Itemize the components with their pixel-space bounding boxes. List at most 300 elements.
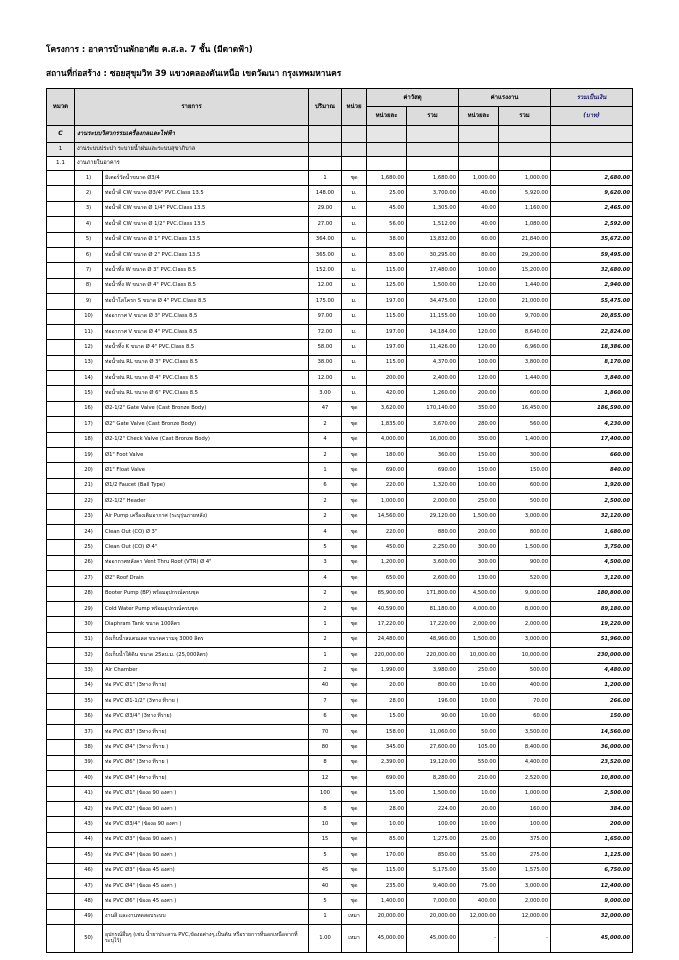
- item-unit: ม.: [342, 309, 367, 324]
- labor-total: 2,520.00: [499, 771, 551, 786]
- line-total: 180,800.00: [551, 586, 633, 601]
- item-unit: ชุด: [342, 540, 367, 555]
- item-quantity: 10: [309, 817, 342, 832]
- subsection-row: [47, 143, 633, 157]
- line-total: 14,560.00: [551, 725, 633, 740]
- item-unit: ม.: [342, 217, 367, 232]
- table-row: [47, 725, 633, 740]
- material-unit-price: 3,620.00: [367, 401, 407, 416]
- labor-unit-price: 10.00: [459, 817, 499, 832]
- item-quantity: 8: [309, 802, 342, 817]
- item-quantity: 1: [309, 909, 342, 924]
- item-description: ท่อน้ำดี CW ขนาด Ø 1/2" PVC.Class 13.5: [103, 217, 309, 232]
- item-code-cell: [47, 263, 75, 278]
- material-unit-price: 200.00: [367, 371, 407, 386]
- material-unit-price: 197.00: [367, 340, 407, 355]
- line-total: 36,000.00: [551, 740, 633, 755]
- item-number: 42): [75, 802, 103, 817]
- item-quantity: 1: [309, 648, 342, 663]
- labor-total: 9,000.00: [499, 586, 551, 601]
- item-number: 21): [75, 478, 103, 493]
- material-total: 880.00: [407, 524, 459, 539]
- item-quantity: 148.00: [309, 186, 342, 201]
- item-number: 3): [75, 201, 103, 216]
- item-quantity: 45: [309, 863, 342, 878]
- table-row: [47, 463, 633, 478]
- labor-unit-price: 150.00: [459, 448, 499, 463]
- item-code-cell: [47, 324, 75, 339]
- item-unit: ชุด: [342, 740, 367, 755]
- item-description: Clean Out (CO) Ø 3": [103, 524, 309, 539]
- table-row: [47, 571, 633, 586]
- item-description: ถังเก็บน้ำสแตนเลส ขนาดความจุ 3000 ลิตร: [103, 632, 309, 647]
- material-total: 1,512.00: [407, 217, 459, 232]
- labor-unit-price: 10.00: [459, 709, 499, 724]
- item-description: ท่อ PVC Ø2" (ข้องอ 90 องศา ): [103, 802, 309, 817]
- table-row: [47, 371, 633, 386]
- item-unit: ชุด: [342, 478, 367, 493]
- labor-total: 4,400.00: [499, 755, 551, 770]
- item-description: มิเตอร์วัดน้ำขนาด Ø3/4: [103, 171, 309, 186]
- item-quantity: 27.00: [309, 217, 342, 232]
- item-quantity: 1: [309, 463, 342, 478]
- material-unit-price: 1,680.00: [367, 171, 407, 186]
- item-code-cell: [47, 694, 75, 709]
- material-unit-price: 85.00: [367, 832, 407, 847]
- item-number: 37): [75, 725, 103, 740]
- item-description: ท่อ PVC Ø3" (ข้องอ 90 องศา ): [103, 832, 309, 847]
- material-total: 17,480.00: [407, 263, 459, 278]
- line-total: 6,750.00: [551, 863, 633, 878]
- item-unit: ชุด: [342, 494, 367, 509]
- material-unit-price: 20.00: [367, 678, 407, 693]
- item-unit: ม.: [342, 324, 367, 339]
- item-unit: ชุด: [342, 401, 367, 416]
- item-number: 33): [75, 663, 103, 678]
- material-total: 850.00: [407, 848, 459, 863]
- material-total: 48,960.00: [407, 632, 459, 647]
- material-total: 196.00: [407, 694, 459, 709]
- labor-unit-price: 350.00: [459, 432, 499, 447]
- line-total: 1,125.00: [551, 848, 633, 863]
- item-description: ท่อน้ำทิ้ง K ขนาด Ø 4" PVC.Class 8.5: [103, 340, 309, 355]
- item-quantity: 72.00: [309, 324, 342, 339]
- labor-unit-price: 10.00: [459, 694, 499, 709]
- labor-total: -: [499, 925, 551, 953]
- item-code-cell: [47, 771, 75, 786]
- item-description: Ø1/2 Faucet (Ball Type): [103, 478, 309, 493]
- material-unit-price: 180.00: [367, 448, 407, 463]
- material-unit-price: 1,200.00: [367, 555, 407, 570]
- item-unit: ชุด: [342, 786, 367, 801]
- item-unit: ม.: [342, 386, 367, 401]
- labor-unit-price: 100.00: [459, 309, 499, 324]
- item-code-cell: [47, 171, 75, 186]
- labor-total: 500.00: [499, 494, 551, 509]
- material-total: 19,120.00: [407, 755, 459, 770]
- material-total: 16,000.00: [407, 432, 459, 447]
- line-total: 1,680.00: [551, 524, 633, 539]
- line-total: 2,465.00: [551, 201, 633, 216]
- table-row: [47, 171, 633, 186]
- item-number: 44): [75, 832, 103, 847]
- material-unit-price: 235.00: [367, 878, 407, 893]
- material-total: 3,700.00: [407, 186, 459, 201]
- item-description: ท่อน้ำดี CW ขนาด Ø 1/4" PVC.Class 13.5: [103, 201, 309, 216]
- item-code-cell: [47, 478, 75, 493]
- item-number: 25): [75, 540, 103, 555]
- item-number: 15): [75, 386, 103, 401]
- labor-total: 1,000.00: [499, 786, 551, 801]
- line-total: 9,620.00: [551, 186, 633, 201]
- item-code-cell: [47, 217, 75, 232]
- item-unit: ชุด: [342, 771, 367, 786]
- line-total: 1,200.00: [551, 678, 633, 693]
- item-quantity: 47: [309, 401, 342, 416]
- item-unit: ชุด: [342, 417, 367, 432]
- item-code-cell: [47, 432, 75, 447]
- item-number: 10): [75, 309, 103, 324]
- material-unit-price: 115.00: [367, 309, 407, 324]
- item-description: Diaphram Tank ขนาด 100ลิตร: [103, 617, 309, 632]
- item-number: 17): [75, 417, 103, 432]
- item-description: Ø2-1/2" Gate Valve (Cast Bronze Body): [103, 401, 309, 416]
- item-description: งานสี และงานทดสอบระบบ: [103, 909, 309, 924]
- material-unit-price: 24,480.00: [367, 632, 407, 647]
- table-row: [47, 894, 633, 909]
- item-description: ท่อ PVC Ø1" (ข้องอ 90 องศา ): [103, 786, 309, 801]
- table-row: [47, 448, 633, 463]
- item-number: 38): [75, 740, 103, 755]
- item-code-cell: [47, 540, 75, 555]
- item-number: 30): [75, 617, 103, 632]
- labor-unit-price: 200.00: [459, 386, 499, 401]
- item-unit: ชุด: [342, 571, 367, 586]
- item-description: Clean Out (CO) Ø 4": [103, 540, 309, 555]
- subsubsection-row: [47, 157, 633, 171]
- item-unit: ชุด: [342, 648, 367, 663]
- labor-unit-price: 80.00: [459, 247, 499, 262]
- item-code-cell: [47, 494, 75, 509]
- table-row: [47, 909, 633, 924]
- item-description: ท่อ PVC Ø3" (3ทาง ทีราย): [103, 725, 309, 740]
- section-code: C: [47, 126, 75, 143]
- column-header-labor-unit-price: หน่วยละ: [459, 107, 499, 126]
- line-total: 45,000.00: [551, 925, 633, 953]
- item-code-cell: [47, 278, 75, 293]
- site-location: สถานที่ก่อสร้าง : ซอยสุขุมวิท 39 แขวงคลองตันเหนือ เขตวัฒนา กรุงเทพมหานคร: [46, 68, 342, 78]
- labor-unit-price: 120.00: [459, 371, 499, 386]
- item-code-cell: [47, 909, 75, 924]
- material-unit-price: 25.00: [367, 186, 407, 201]
- item-description: ท่อ PVC Ø6" (ข้องอ 45 องศา ): [103, 894, 309, 909]
- labor-total: 600.00: [499, 478, 551, 493]
- table-row: [47, 755, 633, 770]
- material-unit-price: 450.00: [367, 540, 407, 555]
- table-row: [47, 848, 633, 863]
- item-description: ท่อน้ำดี CW ขนาด Ø 2" PVC.Class 13.5: [103, 247, 309, 262]
- material-total: 224.00: [407, 802, 459, 817]
- table-row: [47, 309, 633, 324]
- bill-of-quantities-table: [46, 88, 633, 953]
- item-number: 9): [75, 294, 103, 309]
- item-unit: ชุด: [342, 848, 367, 863]
- material-total: 30,295.00: [407, 247, 459, 262]
- subsubsection-code: 1.1: [47, 157, 75, 171]
- material-unit-price: 115.00: [367, 355, 407, 370]
- labor-total: 5,920.00: [499, 186, 551, 201]
- material-total: 7,000.00: [407, 894, 459, 909]
- material-total: 100.00: [407, 817, 459, 832]
- material-total: 800.00: [407, 678, 459, 693]
- material-total: 360.00: [407, 448, 459, 463]
- labor-total: 150.00: [499, 463, 551, 478]
- item-code-cell: [47, 463, 75, 478]
- item-quantity: 29.00: [309, 201, 342, 216]
- item-unit: ชุด: [342, 802, 367, 817]
- item-description: ท่อน้ำฝน RL ขนาด Ø 4" PVC.Class 8.5: [103, 371, 309, 386]
- material-unit-price: 1,835.00: [367, 417, 407, 432]
- item-unit: ชุด: [342, 725, 367, 740]
- labor-unit-price: 280.00: [459, 417, 499, 432]
- material-total: 1,275.00: [407, 832, 459, 847]
- material-unit-price: 4,000.00: [367, 432, 407, 447]
- material-unit-price: 14,560.00: [367, 509, 407, 524]
- item-code-cell: [47, 894, 75, 909]
- labor-total: 1,500.00: [499, 540, 551, 555]
- material-unit-price: 15.00: [367, 786, 407, 801]
- material-unit-price: 10.00: [367, 817, 407, 832]
- line-total: 18,386.00: [551, 340, 633, 355]
- item-unit: ชุด: [342, 817, 367, 832]
- item-number: 48): [75, 894, 103, 909]
- labor-total: 560.00: [499, 417, 551, 432]
- labor-unit-price: 40.00: [459, 217, 499, 232]
- line-total: 1,650.00: [551, 832, 633, 847]
- item-quantity: 2: [309, 632, 342, 647]
- item-unit: ชุด: [342, 894, 367, 909]
- item-code-cell: [47, 740, 75, 755]
- labor-unit-price: 200.00: [459, 524, 499, 539]
- line-total: 59,495.00: [551, 247, 633, 262]
- labor-total: 1,575.00: [499, 863, 551, 878]
- item-number: 22): [75, 494, 103, 509]
- labor-unit-price: 10.00: [459, 786, 499, 801]
- item-unit: ม.: [342, 186, 367, 201]
- labor-total: 9,700.00: [499, 309, 551, 324]
- labor-unit-price: 20.00: [459, 802, 499, 817]
- material-total: 4,370.00: [407, 355, 459, 370]
- item-quantity: 40: [309, 678, 342, 693]
- line-total: 10,800.00: [551, 771, 633, 786]
- item-code-cell: [47, 294, 75, 309]
- table-row: [47, 771, 633, 786]
- item-description: Ø1" Foot Valve: [103, 448, 309, 463]
- labor-unit-price: 300.00: [459, 555, 499, 570]
- item-number: 24): [75, 524, 103, 539]
- item-quantity: 40: [309, 878, 342, 893]
- table-row: [47, 540, 633, 555]
- column-header-material-unit-price: หน่วยละ: [367, 107, 407, 126]
- line-total: 840.00: [551, 463, 633, 478]
- item-description: Air Pump เครื่องเติมอากาศ (ระบุรุ่นภายหลัง): [103, 509, 309, 524]
- item-description: ท่อ PVC Ø4" (ข้องอ 90 องศา ): [103, 848, 309, 863]
- labor-unit-price: 100.00: [459, 263, 499, 278]
- labor-total: 12,000.00: [499, 909, 551, 924]
- item-number: 1): [75, 171, 103, 186]
- material-total: 17,220.00: [407, 617, 459, 632]
- item-description: อุปกรณ์อื่นๆ (เช่น น้ำยาประสาน PVC,ข้องอต่างๆ,เป็นต้น หรือรายการที่นอกเหนือจากที่ระบุไว้): [103, 925, 309, 953]
- item-number: 41): [75, 786, 103, 801]
- item-unit: ชุด: [342, 755, 367, 770]
- material-total: 3,980.00: [407, 663, 459, 678]
- labor-unit-price: 100.00: [459, 355, 499, 370]
- item-code-cell: [47, 648, 75, 663]
- labor-total: 500.00: [499, 663, 551, 678]
- table-row: [47, 232, 633, 247]
- material-total: 11,155.00: [407, 309, 459, 324]
- labor-unit-price: 120.00: [459, 294, 499, 309]
- item-number: 29): [75, 601, 103, 616]
- item-quantity: 38.00: [309, 355, 342, 370]
- item-description: ท่อน้ำดี CW ขนาด Ø3/4" PVC.Class 13.5: [103, 186, 309, 201]
- item-unit: ชุด: [342, 878, 367, 893]
- labor-total: 160.00: [499, 802, 551, 817]
- material-total: 171,800.00: [407, 586, 459, 601]
- item-code-cell: [47, 524, 75, 539]
- line-total: 35,672.00: [551, 232, 633, 247]
- item-description: ท่อน้ำฝน RL ขนาด Ø 6" PVC.Class 8.5: [103, 386, 309, 401]
- item-description: ท่อ PVC Ø3" (ข้องอ 45 องศา): [103, 863, 309, 878]
- labor-unit-price: 4,500.00: [459, 586, 499, 601]
- material-total: 11,060.00: [407, 725, 459, 740]
- item-code-cell: [47, 386, 75, 401]
- material-unit-price: 125.00: [367, 278, 407, 293]
- labor-unit-price: 250.00: [459, 494, 499, 509]
- material-total: 1,500.00: [407, 786, 459, 801]
- item-unit: ชุด: [342, 617, 367, 632]
- labor-unit-price: 1,500.00: [459, 509, 499, 524]
- item-description: Air Chamber: [103, 663, 309, 678]
- line-total: 32,120.00: [551, 509, 633, 524]
- item-code-cell: [47, 663, 75, 678]
- material-unit-price: 15.00: [367, 709, 407, 724]
- item-quantity: 1: [309, 617, 342, 632]
- item-code-cell: [47, 817, 75, 832]
- item-code-cell: [47, 448, 75, 463]
- line-total: 1,920.00: [551, 478, 633, 493]
- labor-unit-price: 350.00: [459, 401, 499, 416]
- item-code-cell: [47, 371, 75, 386]
- item-number: 16): [75, 401, 103, 416]
- material-unit-price: 170.00: [367, 848, 407, 863]
- labor-total: 275.00: [499, 848, 551, 863]
- line-total: 55,475.00: [551, 294, 633, 309]
- material-unit-price: 56.00: [367, 217, 407, 232]
- item-quantity: 3.00: [309, 386, 342, 401]
- material-unit-price: 38.00: [367, 232, 407, 247]
- item-number: 19): [75, 448, 103, 463]
- labor-unit-price: 130.00: [459, 571, 499, 586]
- item-quantity: 1.00: [309, 925, 342, 953]
- labor-unit-price: 120.00: [459, 324, 499, 339]
- item-description: ท่อ PVC Ø3/4" (3ทาง ทีราย): [103, 709, 309, 724]
- item-code-cell: [47, 802, 75, 817]
- material-unit-price: 45,000.00: [367, 925, 407, 953]
- table-row: [47, 417, 633, 432]
- material-unit-price: 158.00: [367, 725, 407, 740]
- line-total: 3,750.00: [551, 540, 633, 555]
- labor-unit-price: 300.00: [459, 540, 499, 555]
- material-unit-price: 20,000.00: [367, 909, 407, 924]
- line-total: 9,000.00: [551, 894, 633, 909]
- item-unit: ม.: [342, 278, 367, 293]
- labor-total: 8,000.00: [499, 601, 551, 616]
- item-unit: ชุด: [342, 432, 367, 447]
- line-total: 3,840.00: [551, 371, 633, 386]
- item-unit: ชุด: [342, 863, 367, 878]
- column-header-material: ค่าวัสดุ: [367, 89, 459, 107]
- material-total: 5,175.00: [407, 863, 459, 878]
- item-code-cell: [47, 232, 75, 247]
- item-quantity: 2: [309, 448, 342, 463]
- item-unit: เหมา: [342, 925, 367, 953]
- table-row: [47, 247, 633, 262]
- material-total: 1,500.00: [407, 278, 459, 293]
- subsection-code: 1: [47, 143, 75, 157]
- item-quantity: 6: [309, 709, 342, 724]
- item-quantity: 2: [309, 509, 342, 524]
- table-row: [47, 355, 633, 370]
- material-unit-price: 690.00: [367, 771, 407, 786]
- item-number: 40): [75, 771, 103, 786]
- material-unit-price: 115.00: [367, 263, 407, 278]
- table-row: [47, 632, 633, 647]
- material-unit-price: 45.00: [367, 201, 407, 216]
- item-quantity: 70: [309, 725, 342, 740]
- labor-total: 520.00: [499, 571, 551, 586]
- line-total: 23,520.00: [551, 755, 633, 770]
- table-row: [47, 694, 633, 709]
- item-number: 6): [75, 247, 103, 262]
- item-quantity: 12.00: [309, 278, 342, 293]
- material-unit-price: 220.00: [367, 478, 407, 493]
- material-unit-price: 197.00: [367, 294, 407, 309]
- item-unit: ชุด: [342, 463, 367, 478]
- material-total: 8,280.00: [407, 771, 459, 786]
- item-number: 7): [75, 263, 103, 278]
- labor-total: 600.00: [499, 386, 551, 401]
- item-number: 45): [75, 848, 103, 863]
- material-total: 220,000.00: [407, 648, 459, 663]
- labor-unit-price: 150.00: [459, 463, 499, 478]
- item-code-cell: [47, 678, 75, 693]
- labor-total: 100.00: [499, 817, 551, 832]
- labor-total: 300.00: [499, 448, 551, 463]
- item-code-cell: [47, 878, 75, 893]
- item-unit: ม.: [342, 201, 367, 216]
- item-code-cell: [47, 509, 75, 524]
- item-quantity: 2: [309, 586, 342, 601]
- material-unit-price: 2,390.00: [367, 755, 407, 770]
- item-unit: ชุด: [342, 632, 367, 647]
- table-row: [47, 386, 633, 401]
- material-unit-price: 1,400.00: [367, 894, 407, 909]
- labor-total: 3,500.00: [499, 725, 551, 740]
- column-header-material-total: รวม: [407, 107, 459, 126]
- table-row: [47, 263, 633, 278]
- item-description: ท่อน้ำฝน RL ขนาด Ø 3" PVC.Class 8.5: [103, 355, 309, 370]
